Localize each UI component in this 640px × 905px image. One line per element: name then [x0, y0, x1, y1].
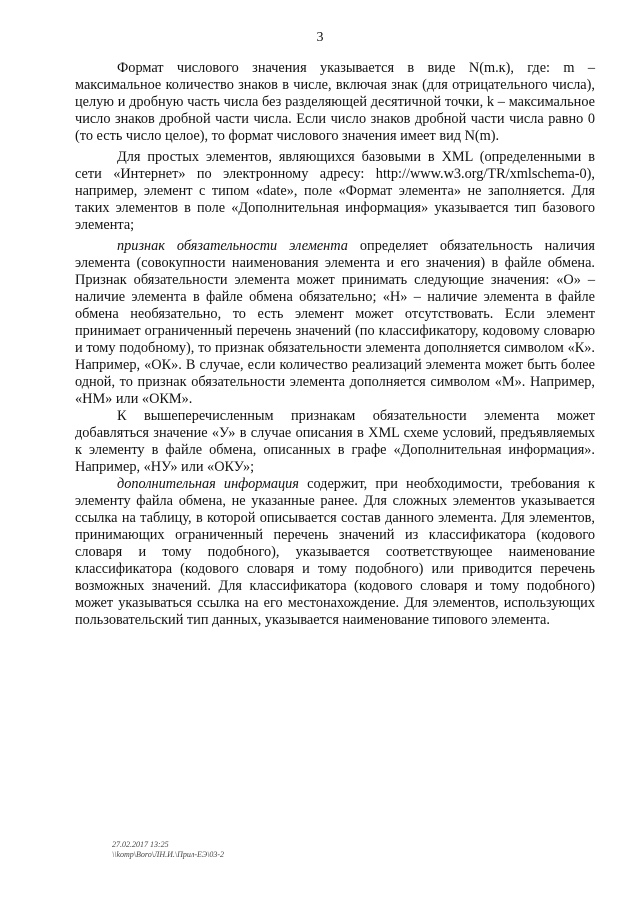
paragraph-additional-info	[75, 476, 595, 629]
paragraph-text: Для простых элементов, являющихся базовыми в XML (определенными в сети «Интернет» по электронному адресу: http://www.w3.org/TR/xmlschema-0), например, элемент с типом «date», поле «Формат элемента» не заполняется. Для таких элементов в поле «Дополнительная информация» указывается тип базового элемента;	[75, 149, 595, 233]
paragraph-italic-term: признак обязательности элемента	[117, 238, 348, 254]
page-number: 3	[316, 30, 324, 45]
paragraph-mandatory-flag	[75, 238, 595, 408]
paragraph-text: К вышеперечисленным признакам обязательности элемента может добавляться значение «У» в случае описания в XML схеме условий, предъявляемых к элементу в файле обмена, описанных в графе «Дополнительная информация». Например, «НУ» или «ОКУ»;	[75, 408, 595, 475]
footer-file-path: \\komp\Boro\ЛН.И.\Прил-ЕЭ\03-2	[112, 850, 225, 859]
paragraph-text: Формат числового значения указывается в виде N(m.к), где: m – максимальное количество знаков в числе, включая знак (для отрицательного числа), целую и дробную часть числа без разделяющей десятичной точки, k – максимальное число знаков дробной части числа. Если число знаков дробной части числа равно 0 (то есть число целое), то формат числового значения имеет вид N(m).	[75, 60, 595, 144]
paragraph-italic-term: дополнительная информация	[117, 476, 299, 492]
footer-timestamp: 27.02.2017 13:25	[112, 840, 169, 849]
paragraph-text: содержит, при необходимости, требования к элементу файла обмена, не указанные ранее. Для сложных элементов указывается ссылка на таблицу, в которой описывается состав данного элемента. Для элементов, принимающих ограниченный перечень значений из классификатора (кодового словаря и тому подобного), указывается соответствующее наименование классификатора (кодового словаря и тому подобного) или приводится перечень возможных значений. Для классификатора (кодового словаря и тому подобного) может указываться ссылка на его местонахождение. Для элементов, использующих пользовательский тип данных, указывается наименование типового элемента.	[75, 476, 595, 628]
document-footer-stamp	[112, 840, 224, 860]
paragraph-number-format	[75, 60, 595, 145]
document-body	[75, 60, 595, 633]
paragraph-simple-elements	[75, 149, 595, 234]
paragraph-conditional-flag	[75, 408, 595, 476]
paragraph-text: определяет обязательность наличия элемента (совокупности наименования элемента и его значения) в файле обмена. Признак обязательности элемента может принимать следующие значения: «О» – наличие элемента в файле обмена обязательно; «Н» – наличие элемента в файле обмена необязательно, то есть элемент может отсутствовать. Если элемент принимает ограниченный перечень значений (по классификатору, кодовому словарю и тому подобному), то признак обязательности элемента дополняется символом «К». Например, «ОК». В случае, если количество реализаций элемента может быть более одной, то признак обязательности элемента дополняется символом «М». Например, «НМ» или «ОКМ».	[75, 238, 595, 407]
